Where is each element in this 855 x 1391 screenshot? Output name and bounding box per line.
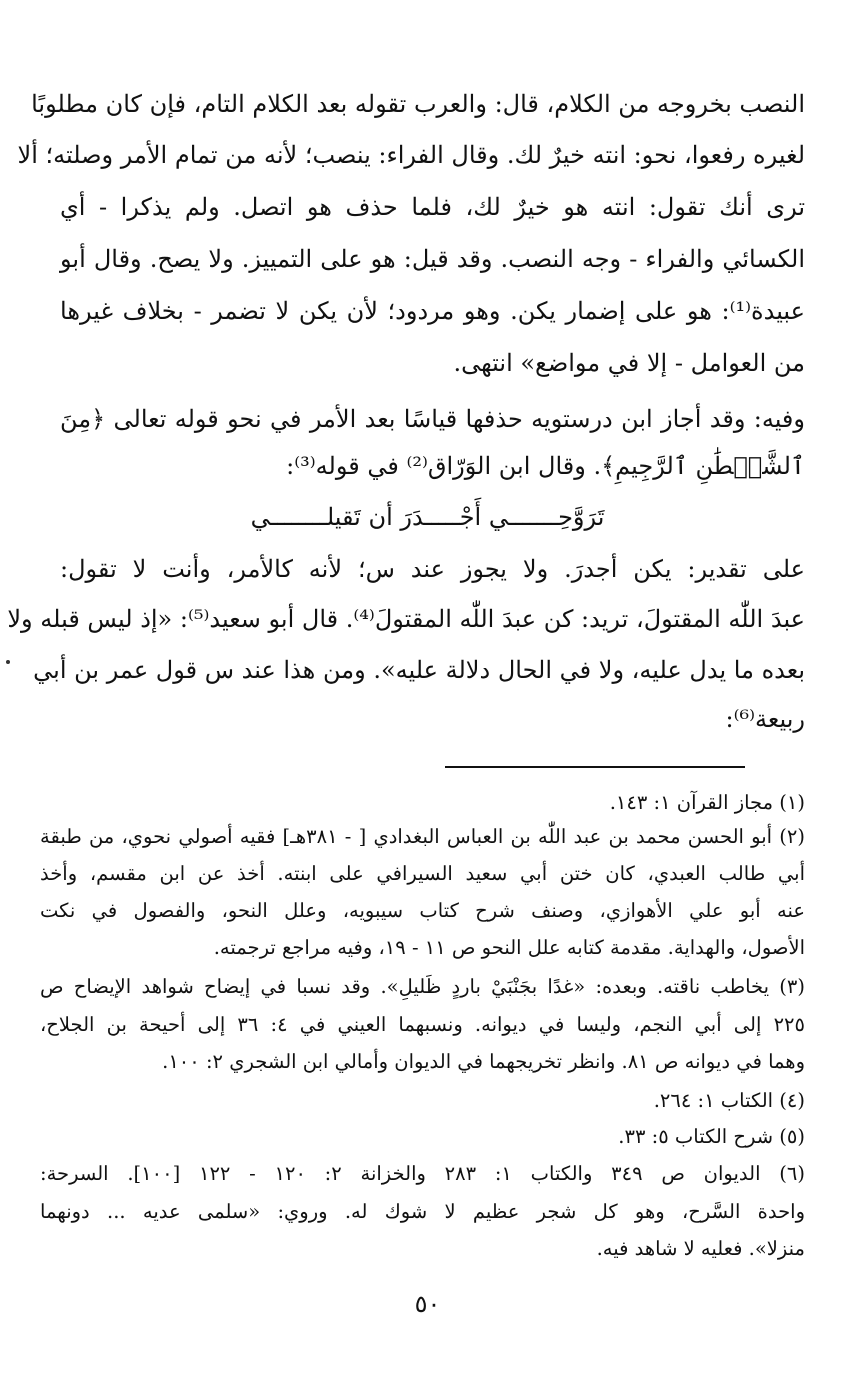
main-text-line-10: عبدَ اللّٰه المقتولَ، تريد: كن عبدَ اللّٰه المقتولَ⁽⁴⁾. قال أبو سعيد⁽⁵⁾: «إذ ليس قبله ولا: [7, 605, 805, 633]
footnote-2-line-3: عنه أبو علي الأهوازي، وصنف شرح كتاب سيبويه، وعلل النحو، والفصول في نكت: [40, 899, 805, 922]
footnote-4: (٤) الكتاب ١: ٢٦٤.: [653, 1089, 805, 1112]
scan-speck: [6, 660, 10, 664]
footnote-3-line-1: (٣) يخاطب ناقته. وبعده: «غدًا بجَنْبَيْ باردٍ ظَليلِ». وقد نسبا في إيضاح شواهد الإيضاح ص: [40, 975, 805, 998]
page-number: ٥٠: [414, 1290, 441, 1318]
footnote-1: (١) مجاز القرآن ١: ١٤٣.: [609, 791, 805, 814]
main-text-line-4: الكسائي والفراء - وجه النصب. وقد قيل: هو على التمييز. ولا يصح. وقال أبو: [60, 245, 805, 273]
footnote-3-line-3: وهما في ديوانه ص ٨١. وانظر تخريجهما في الديوان وأمالي ابن الشجري ٢: ١٠٠.: [162, 1050, 805, 1073]
main-text-line-8: ٱلشَّيۡطَٰنِ ٱلرَّجِيمِ﴾. وقال ابن الوَرّاق⁽²⁾ في قوله⁽³⁾:: [286, 452, 805, 480]
footnote-separator: [445, 766, 745, 768]
footnote-2-line-4: الأصول، والهداية. مقدمة كتابه علل النحو ص ١١ - ١٩، وفيه مراجع ترجمته.: [213, 936, 805, 959]
footnote-3-line-2: ٢٢٥ إلى أبي النجم، وليسا في ديوانه. ونسبهما العيني في ٤: ٣٦ إلى أحيحة بن الجلاح،: [40, 1013, 805, 1036]
footnote-2-line-1: (٢) أبو الحسن محمد بن عبد اللّٰه بن العباس البغدادي [ - ٣٨١هـ] فقيه أصولي نحوي، من طبقة: [40, 825, 806, 848]
main-text-line-3: ترى أنك تقول: انته هو خيرٌ لك، فلما حذف هو اتصل. ولم يذكرا - أي: [60, 193, 805, 221]
main-text-line-9: على تقدير: يكن أجدرَ. ولا يجوز عند س؛ لأنه كالأمر، وأنت لا تقول:: [60, 555, 805, 583]
main-text-line-12: ربيعة⁽⁶⁾:: [725, 705, 805, 733]
main-text-line-6: من العوامل - إلا في مواضع» انتهى.: [453, 349, 805, 377]
main-text-line-5: عبيدة⁽¹⁾: هو على إضمار يكن. وهو مردود؛ لأن يكن لا تضمر - بخلاف غيرها: [60, 297, 805, 325]
main-text-line-1: النصب بخروجه من الكلام، قال: والعرب تقوله بعد الكلام التام، فإن كان مطلوبًا: [31, 90, 805, 118]
main-text-line-11: بعده ما يدل عليه، ولا في الحال دلالة عليه». ومن هذا عند س قول عمر بن أبي: [33, 656, 805, 684]
footnote-2-line-2: أبي طالب العبدي، كان ختن أبي سعيد السيرافي على ابنته. أخذ عن ابن مقسم، وأخذ: [40, 862, 805, 885]
main-text-line-7: وفيه: وقد أجاز ابن درستويه حذفها قياسًا بعد الأمر في نحو قوله تعالى ﴿مِنَ: [60, 405, 805, 433]
footnote-6-line-2: واحدة السَّرح، وهو كل شجر عظيم لا شوك له. وروي: «سلمى عديه ... دونهما: [40, 1200, 805, 1223]
poetry-verse: تَرَوَّحِـــــــي أَجْـــــدَرَ أن تَقيلــــــــي: [250, 503, 605, 531]
main-text-line-2: لغيره رفعوا، نحو: انته خيرٌ لك. وقال الفراء: ينصب؛ لأنه من تمام الأمر وصلته؛ ألا: [17, 141, 805, 169]
footnote-6-line-3: منزلا». فعليه لا شاهد فيه.: [596, 1237, 805, 1260]
footnote-5: (٥) شرح الكتاب ٥: ٣٣.: [618, 1125, 805, 1148]
footnote-6-line-1: (٦) الديوان ص ٣٤٩ والكتاب ١: ٢٨٣ والخزانة ٢: ١٢٠ - ١٢٢ [١٠٠]. السرحة:: [40, 1162, 805, 1185]
